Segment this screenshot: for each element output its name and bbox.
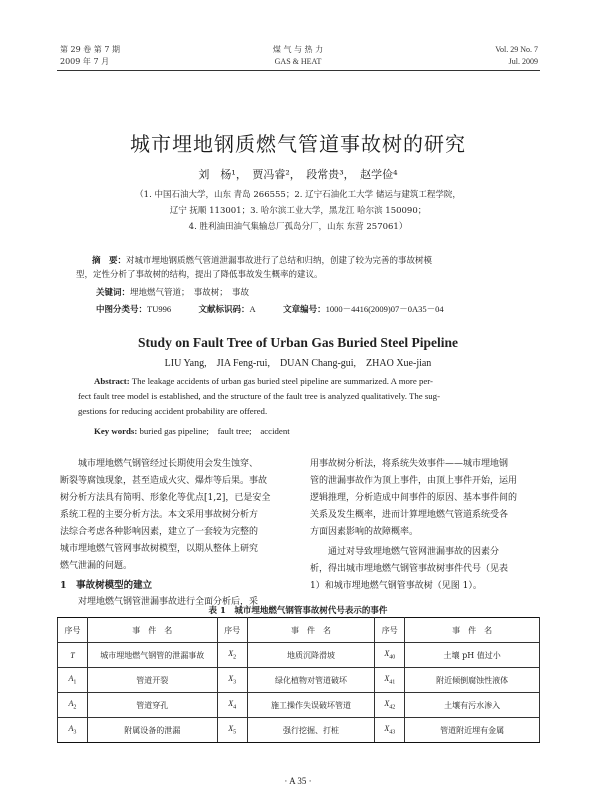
table-header: 序号 — [217, 618, 247, 643]
table-cell-code: $X_{42}$ — [375, 693, 405, 718]
abstract-cn-label: 摘 要： — [92, 256, 127, 266]
intro-paragraph — [60, 456, 288, 575]
header-journal-en: GAS & HEAT — [274, 57, 322, 66]
article-no-label: 文章编号： — [283, 305, 326, 315]
header-volume: 第 29 卷 第 7 期 — [60, 45, 120, 54]
table-cell: 地质沉降滑坡 — [247, 643, 375, 668]
body-line: 方面因素影响的故障概率。 — [310, 527, 419, 537]
table-cell-code: T — [58, 643, 88, 668]
keywords-en-label: Key words: — [94, 426, 138, 436]
body-line: 管的泄漏事故作为顶上事件，由顶上事件开始，运用 — [310, 476, 518, 486]
body-line: 1）和城市埋地燃气钢管事故树（见图 1）。 — [310, 581, 482, 591]
abstract-en-label: Abstract: — [94, 376, 130, 386]
table-cell: 附属设备的泄漏 — [87, 718, 217, 743]
section-heading: 1 事故树模型的建立 — [60, 580, 153, 591]
keywords-cn-label: 关键词： — [96, 288, 131, 298]
paper-title-en: Study on Fault Tree of Urban Gas Buried Steel Pipeline — [138, 335, 458, 350]
body-line: 关系及发生概率，进而计算埋地燃气管道系统受各 — [310, 510, 509, 520]
doc-code-value: A — [249, 304, 256, 314]
table-cell: 管道开裂 — [87, 668, 217, 693]
keywords-cn — [96, 286, 249, 300]
table-cell-code: $X_4$ — [217, 693, 247, 718]
body-line: 通过对导致埋地燃气管网泄漏事故的因素分 — [328, 547, 500, 557]
body-line: 逻辑推理，分析造成中间事件的原因、基本事件间的 — [310, 493, 518, 503]
right-paragraph-1 — [310, 456, 538, 541]
intro-line: 树分析方法具有简明、形象化等优点[1,2]，已是安全 — [60, 493, 271, 503]
table-cell: 土壤 pH 值过小 — [405, 643, 540, 668]
intro-line: 燃气泄漏的问题。 — [60, 561, 133, 571]
event-table — [57, 617, 540, 743]
header-vol-en: Vol. 29 No. 7 — [495, 45, 538, 54]
table-cell-code: $X_5$ — [217, 718, 247, 743]
table-header: 序号 — [58, 618, 88, 643]
page-number: · A 35 · — [284, 776, 312, 786]
intro-line: 法综合考虑各种影响因素，建立了一套较为完整的 — [60, 527, 259, 537]
table-header-row — [58, 618, 540, 643]
keywords-cn-text: 埋地燃气管道； 事故树； 事故 — [130, 288, 250, 298]
abstract-cn-line-1: 对城市埋地钢质燃气管道泄漏事故进行了总结和归纳，创建了较为完善的事故树模 — [126, 256, 433, 266]
intro-line: 系统工程的主要分析方法。本文采用事故树分析方 — [60, 510, 259, 520]
table-cell: 管道穿孔 — [87, 693, 217, 718]
table-cell-code: $X_{40}$ — [375, 643, 405, 668]
body-line: 析，得出城市埋地燃气钢管事故树事件代号（见表 — [310, 564, 509, 574]
table-cell: 绿化植物对管道破坏 — [247, 668, 375, 693]
abstract-cn — [76, 254, 522, 282]
table-cell-code: $A_1$ — [58, 668, 88, 693]
doc-code-label: 文献标识码： — [198, 305, 250, 315]
table-caption: 表 1 城市埋地燃气钢管事故树代号表示的事件 — [208, 606, 388, 616]
table-cell-code: $X_2$ — [217, 643, 247, 668]
abstract-en-line-1: The leakage accidents of urban gas buried steel pipeline are summarized. A more per- — [131, 376, 433, 386]
affiliation-line-3: 4. 胜利油田油气集输总厂孤岛分厂，山东 东营 257061） — [188, 222, 408, 232]
table-row — [58, 718, 540, 743]
header-rule — [57, 70, 540, 71]
affiliation-line-1: （1. 中国石油大学，山东 青岛 266555；2. 辽宁石油化工大学 储运与建筑工程学院， — [135, 190, 461, 200]
article-no-value: 1000－4416(2009)07－0A35－04 — [325, 304, 444, 314]
table-header: 事 件 名 — [87, 618, 217, 643]
header-date-en: Jul. 2009 — [508, 57, 538, 66]
table-header: 事 件 名 — [247, 618, 375, 643]
authors-cn: 刘 杨¹， 贾冯睿²， 段常贵³， 赵学俭⁴ — [198, 168, 398, 181]
table-cell-code: $A_2$ — [58, 693, 88, 718]
affiliation-line-2: 辽宁 抚顺 113001；3. 哈尔滨工业大学，黑龙江 哈尔滨 150090； — [169, 206, 427, 216]
table-row — [58, 693, 540, 718]
authors-en: LIU Yang, JIA Feng-rui, DUAN Chang-gui, ZHAO Xue-jian — [164, 358, 432, 369]
header-date: 2009 年 7 月 — [60, 57, 110, 66]
keywords-en-text: buried gas pipeline; fault tree; accident — [139, 426, 290, 436]
clc-value: TU996 — [147, 304, 172, 314]
abstract-en — [78, 374, 518, 419]
clc-label: 中图分类号： — [96, 305, 148, 315]
intro-line: 城市埋地燃气钢管经过长期使用会发生蚀穿、 — [78, 459, 259, 469]
table-cell: 施工操作失误破坏管道 — [247, 693, 375, 718]
table-header: 事 件 名 — [405, 618, 540, 643]
intro-line: 断裂等腐蚀现象，甚至造成火灾、爆炸等后果。事故 — [60, 476, 268, 486]
table-cell-code: $X_3$ — [217, 668, 247, 693]
body-line: 用事故树分析法，将系统失效事件——城市埋地钢 — [310, 459, 509, 469]
table-header: 序号 — [375, 618, 405, 643]
abstract-cn-line-2: 型，定性分析了事故树的结构，提出了降低事故发生概率的建议。 — [76, 270, 323, 280]
keywords-en — [94, 424, 290, 437]
section-paragraph: 对埋地燃气钢管泄漏事故进行全面分析后，采 — [78, 597, 259, 607]
header-journal-cn: 煤 气 与 热 力 — [272, 45, 324, 54]
table-cell-code: $A_3$ — [58, 718, 88, 743]
abstract-en-line-2: fect fault tree model is established, and the structure of the fault tree is analyzed qualitatively. The sug- — [78, 391, 441, 401]
table-row — [58, 668, 540, 693]
right-paragraph-2 — [310, 544, 538, 595]
table-cell: 土壤有污水渗入 — [405, 693, 540, 718]
table-cell: 城市埋地燃气钢管的泄漏事故 — [87, 643, 217, 668]
table-cell: 强行挖掘、打桩 — [247, 718, 375, 743]
table-cell-code: $X_{41}$ — [375, 668, 405, 693]
table-cell-code: $X_{43}$ — [375, 718, 405, 743]
intro-line: 城市埋地燃气管网事故树模型，以期从整体上研究 — [60, 544, 259, 554]
paper-title: 城市埋地钢质燃气管道事故树的研究 — [130, 132, 466, 156]
table-cell: 附近倾倒腐蚀性液体 — [405, 668, 540, 693]
table-cell: 管道附近埋有金属 — [405, 718, 540, 743]
table-row — [58, 643, 540, 668]
classification-line — [96, 302, 516, 317]
abstract-en-line-3: gestions for reducing accident probability are offered. — [78, 406, 268, 416]
